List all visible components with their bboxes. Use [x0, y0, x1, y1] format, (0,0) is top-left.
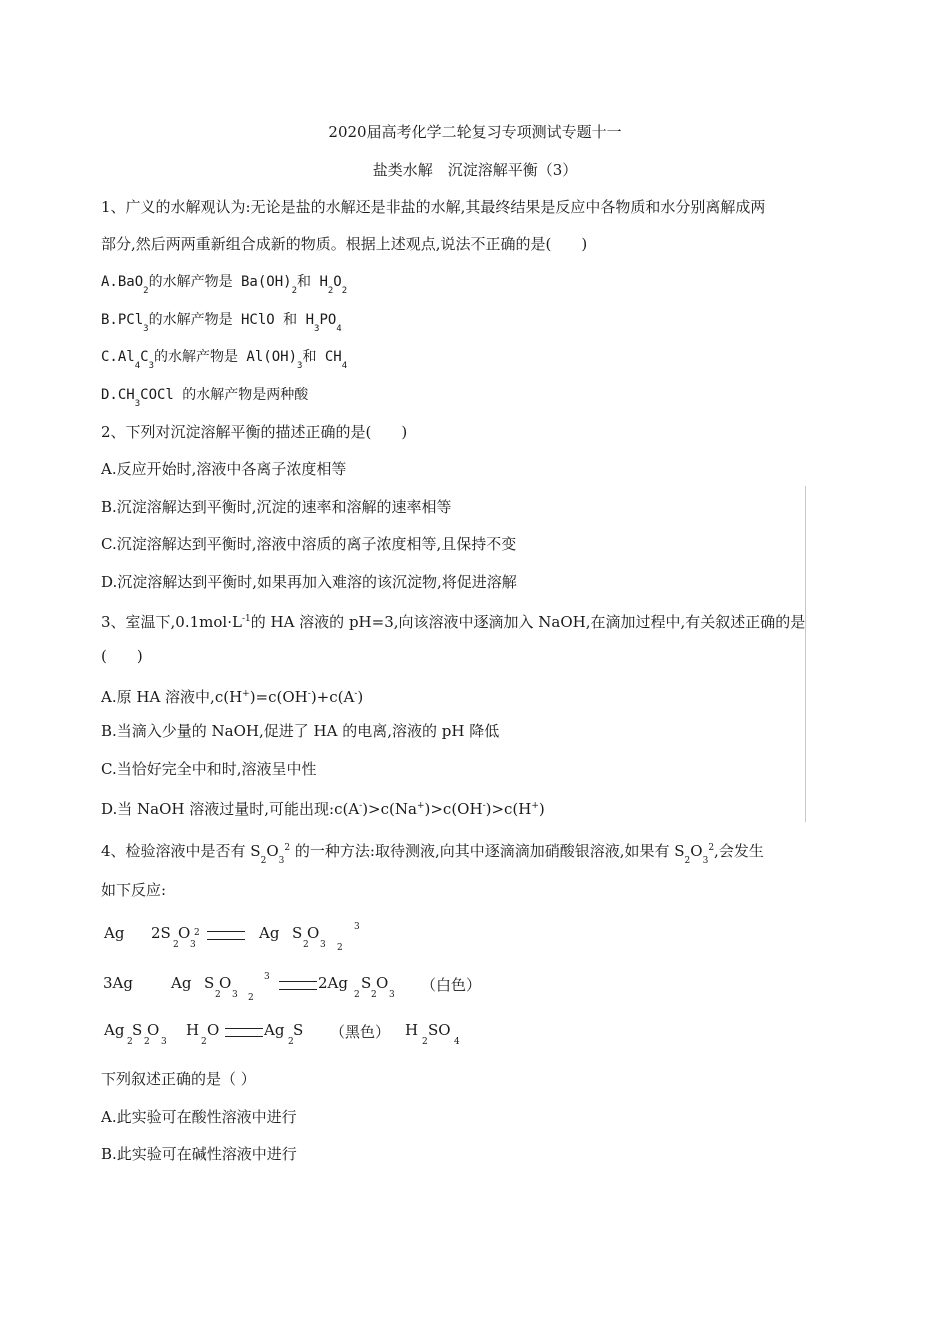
eq1-sub: 2	[173, 940, 179, 950]
equals-sign	[207, 931, 245, 940]
eq3-term: O	[147, 1021, 160, 1039]
text: )	[357, 688, 364, 706]
sup: +	[416, 801, 425, 811]
eq3-term: H	[186, 1021, 200, 1039]
q2-option-d: D.沉淀溶解达到平衡时,如果再加入难溶的该沉淀物,将促进溶解	[101, 573, 517, 591]
eq3-sub: 2	[127, 1037, 133, 1047]
eq2-sub: 2	[354, 990, 360, 1000]
sup: -	[359, 801, 363, 811]
sub: 2	[684, 856, 691, 866]
eq1-term: Ag	[259, 924, 280, 942]
eq3-term: S	[132, 1021, 143, 1039]
sub: 4	[341, 361, 348, 371]
eq2-sub: 2	[371, 990, 377, 1000]
q4-stem-line2: 如下反应:	[101, 881, 167, 899]
eq1-sup: 3	[354, 922, 360, 932]
q1-option-c	[101, 346, 347, 377]
text: )=c(OH	[249, 688, 308, 706]
text: )>c(Na	[362, 800, 417, 818]
text: ,会发生	[714, 842, 764, 860]
text: PO	[319, 312, 337, 328]
q3-option-d	[101, 795, 545, 820]
q2-option-b: B.沉淀溶解达到平衡时,沉淀的速率和溶解的速率相等	[101, 498, 452, 516]
equals-sign	[225, 1028, 263, 1037]
text: 的水解产物是 Ba(OH)	[148, 274, 292, 290]
text: 和 CH	[302, 349, 342, 365]
text: A.BaO	[101, 274, 144, 290]
sup: -	[307, 689, 311, 699]
text: 的一种方法:取待测液,向其中逐滴滴加硝酸银溶液,如果有 S	[294, 842, 685, 860]
eq2-term: 2Ag	[318, 974, 348, 992]
sup: 2	[284, 843, 291, 853]
eq1-sub: 3	[320, 940, 326, 950]
eq3-term: SO	[428, 1021, 451, 1039]
sub: 2	[260, 856, 267, 866]
eq1-term: S	[292, 924, 303, 942]
sub: 3	[134, 399, 141, 409]
eq3-term: H	[405, 1021, 419, 1039]
eq2-term: O	[219, 974, 232, 992]
sup: 2	[708, 843, 715, 853]
margin-rule	[805, 486, 806, 822]
eq3-term: Ag	[104, 1021, 125, 1039]
eq3-sub: 2	[288, 1037, 294, 1047]
doc-title: 2020届高考化学二轮复习专项测试专题十一	[328, 123, 622, 141]
eq1-term: Ag	[104, 924, 125, 942]
sup: +	[531, 801, 539, 811]
q2-option-c: C.沉淀溶解达到平衡时,溶液中溶质的离子浓度相等,且保持不变	[101, 535, 517, 553]
eq3-term: S	[293, 1021, 304, 1039]
sub: 3	[702, 856, 709, 866]
eq1-sup: 2	[194, 928, 200, 938]
q4-option-b: B.此实验可在碱性溶液中进行	[101, 1145, 297, 1163]
q2-option-a: A.反应开始时,溶液中各离子浓度相等	[101, 460, 347, 478]
text: 4、检验溶液中是否有 S	[101, 842, 261, 860]
eq2-term: S	[204, 974, 215, 992]
eq3-sub: 2	[201, 1037, 207, 1047]
q1-option-d	[101, 384, 308, 415]
text: D.当 NaOH 溶液过量时,可能出现:c(A	[101, 800, 360, 818]
text: B.PCl	[101, 312, 144, 328]
eq2-term: S	[361, 974, 372, 992]
text: )+c(A	[310, 688, 355, 706]
sub: 3	[278, 856, 285, 866]
text: C.Al	[101, 349, 135, 365]
eq2-note: （白色）	[421, 976, 482, 994]
q4-ask: 下列叙述正确的是（ ）	[101, 1070, 256, 1088]
sup: -	[354, 689, 358, 699]
sub: 3	[314, 324, 320, 334]
text: C	[140, 349, 149, 365]
text: 的 HA 溶液的 pH=3,向该溶液中逐滴加入 NaOH,在滴加过程中,有关叙述正确的是	[250, 613, 806, 631]
text: COCl 的水解产物是两种酸	[140, 387, 309, 403]
eq2-term: O	[376, 974, 389, 992]
text: )>c(H	[485, 800, 532, 818]
q1-option-a	[101, 271, 347, 302]
sub: 4	[134, 361, 141, 371]
eq1-sub: 2	[337, 943, 343, 953]
text: O	[333, 274, 342, 290]
q3-option-c: C.当恰好完全中和时,溶液呈中性	[101, 760, 317, 778]
sub: 3	[297, 361, 303, 371]
text: O	[266, 842, 279, 860]
q3-option-b: B.当滴入少量的 NaOH,促进了 HA 的电离,溶液的 pH 降低	[101, 722, 500, 740]
q2-stem: 2、下列对沉淀溶解平衡的描述正确的是( )	[101, 423, 408, 441]
eq2-sup: 3	[264, 972, 270, 982]
eq1-term: O	[307, 924, 320, 942]
eq2-term: Ag	[171, 974, 192, 992]
eq2-sub: 2	[248, 993, 254, 1003]
text: O	[690, 842, 703, 860]
eq2-sub: 2	[215, 990, 221, 1000]
eq2-sub: 3	[389, 990, 395, 1000]
q4-stem-line1	[101, 837, 764, 872]
eq1-term: O	[178, 924, 191, 942]
q1-stem-line2: 部分,然后两两重新组合成新的物质。根据上述观点,说法不正确的是( )	[101, 235, 588, 253]
sub: 2	[291, 286, 298, 296]
eq3-term: O	[207, 1021, 220, 1039]
eq1-sub: 3	[190, 940, 196, 950]
text: 的水解产物是 Al(OH)	[154, 349, 298, 365]
text: D.CH	[101, 387, 135, 403]
q4-option-a: A.此实验可在酸性溶液中进行	[101, 1108, 297, 1126]
sup: -1	[241, 614, 251, 624]
sup: +	[242, 689, 250, 699]
sub: 3	[143, 324, 149, 334]
eq2-sub: 3	[232, 990, 238, 1000]
eq3-sub: 2	[144, 1037, 150, 1047]
text: 和 H	[297, 274, 328, 290]
eq1-sub: 2	[303, 940, 309, 950]
q1-option-b	[101, 309, 342, 340]
eq2-term: 3Ag	[103, 974, 133, 992]
q3-option-a	[101, 683, 363, 708]
q3-stem-line2: ( )	[101, 647, 143, 665]
sub: 2	[143, 286, 149, 296]
doc-subtitle: 盐类水解 沉淀溶解平衡（3）	[372, 161, 578, 179]
eq3-sub: 2	[422, 1037, 428, 1047]
q1-stem-line1: 1、广义的水解观认为:无论是盐的水解还是非盐的水解,其最终结果是反应中各物质和水分别离解成两	[101, 198, 766, 216]
eq1-term: 2S	[151, 924, 171, 942]
text: )	[538, 800, 545, 818]
equals-sign	[279, 981, 317, 990]
q3-stem-line1	[101, 608, 805, 633]
sub: 2	[327, 286, 334, 296]
eq3-term: Ag	[264, 1021, 285, 1039]
text: 的水解产物是 HClO 和 H	[148, 312, 315, 328]
text: A.原 HA 溶液中,c(H	[101, 688, 243, 706]
text: 3、室温下,0.1mol·L	[101, 613, 242, 631]
text: )>c(OH	[424, 800, 483, 818]
sub: 4	[336, 324, 342, 334]
eq3-sub: 4	[454, 1037, 460, 1047]
sub: 3	[148, 361, 154, 371]
eq3-sub: 3	[161, 1037, 167, 1047]
sup: -	[482, 801, 486, 811]
sub: 2	[341, 286, 348, 296]
eq3-note: （黑色）	[330, 1023, 391, 1041]
